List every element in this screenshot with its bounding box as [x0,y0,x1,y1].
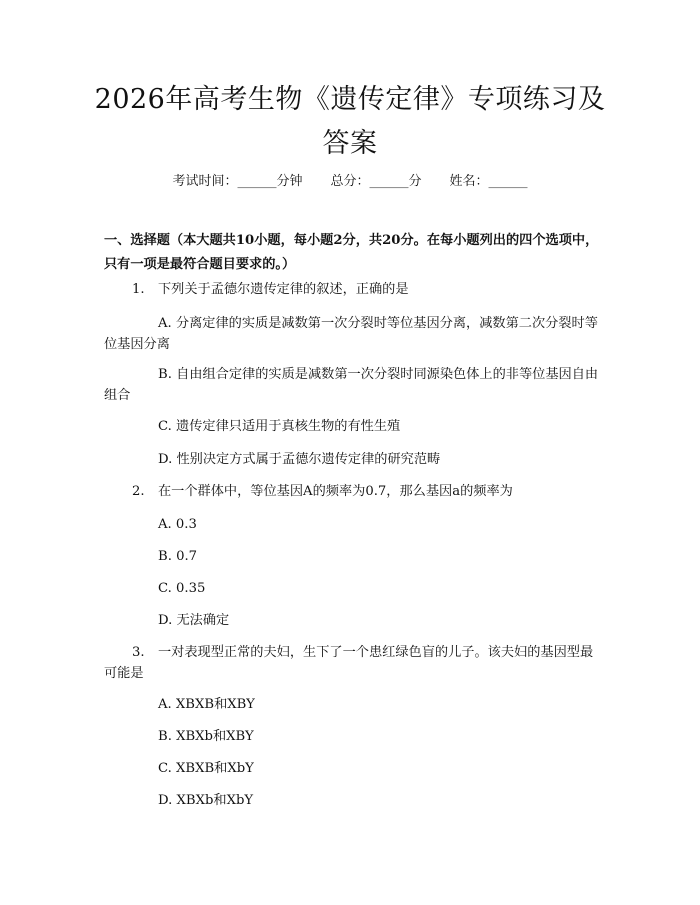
exam-time: 考试时间：______分钟 [172,174,303,189]
option-3a: A. XBXB和XBY [158,697,255,712]
question-number: 3. [132,645,145,660]
question-3 [104,642,604,684]
option-1b: B. 自由组合定律的实质是减数第一次分裂时同源染色体上的非等位基因自由组合 [104,367,599,403]
question-text: 一对表现型正常的夫妇，生下了一个患红绿色盲的儿子。该夫妇的基因型最可能是 [104,645,594,681]
option-3d: D. XBXb和XbY [158,793,254,808]
question-1 [104,279,604,300]
section-heading: 一、选择题（本大题共10小题，每小题2分，共20分。在每小题列出的四个选项中，只有一项是最符合题目要求的。） [104,233,599,272]
option-1d: D. 性别决定方式属于孟德尔遗传定律的研究范畴 [158,452,441,467]
option-1a: A. 分离定律的实质是减数第一次分裂时等位基因分离，减数第二次分裂时等位基因分离 [104,316,598,352]
exam-score: 总分：______分 [330,174,422,189]
option-2b: B. 0.7 [158,549,198,564]
question-text: 在一个群体中，等位基因A的频率为0.7，那么基因a的频率为 [158,484,513,499]
option-1c: C. 遗传定律只适用于真核生物的有性生殖 [158,419,401,434]
option-2c: C. 0.35 [158,581,206,596]
exam-name: 姓名：______ [449,174,528,189]
question-2 [104,481,604,502]
option-2d: D. 无法确定 [158,613,230,628]
question-number: 1. [132,282,145,297]
page-title: 2026年高考生物《遗传定律》专项练习及答案 [94,84,606,159]
question-text: 下列关于孟德尔遗传定律的叙述，正确的是 [158,282,409,297]
exam-info [0,170,700,189]
question-number: 2. [132,484,145,499]
option-2a: A. 0.3 [158,517,197,532]
option-3b: B. XBXb和XBY [158,729,254,744]
option-3c: C. XBXB和XbY [158,761,254,776]
